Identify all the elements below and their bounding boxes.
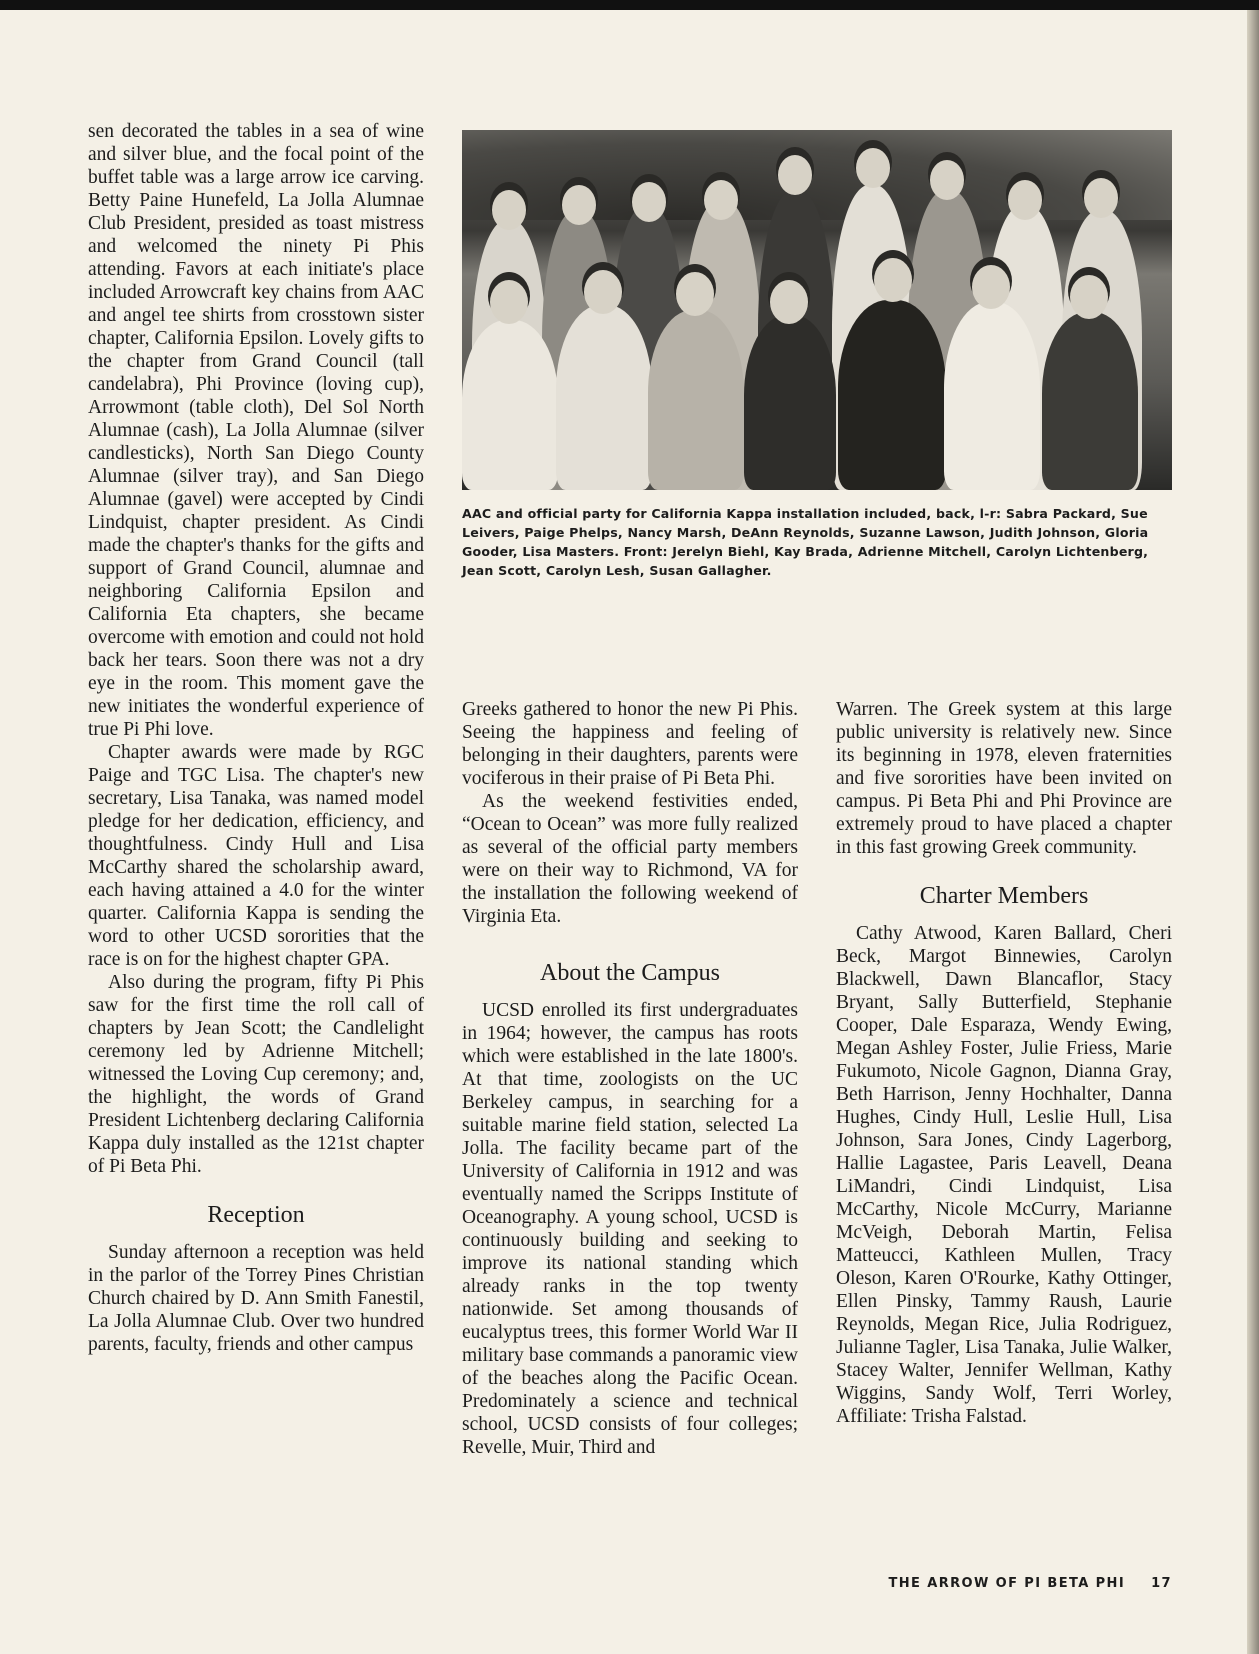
photo-head [856, 148, 890, 188]
paragraph-dinner: sen decorated the tables in a sea of wine and silver blue, and the focal point of the buffet table was a large arrow ice carving. Betty Paine Hunefeld, La Jolla Alumnae Club President, presided as toast mistress and welcomed the ninety Pi Phis attending. Favors at each initiate's place included Arrowcraft key chains from AAC and angel tee shirts from crosstown sister chapter, California Epsilon. Lovely gifts to the chapter from Grand Council (tall candelabra), Phi Province (loving cup), Arrowmont (table cloth), Del Sol North Alumnae (cash), La Jolla Alumnae (silver candlesticks), North San Diego County Alumnae (silver tray), and San Diego Alumnae (gavel) were accepted by Cindi Lindquist, chapter president. As Cindi made the chapter's thanks for the gifts and support of Grand Council, alumnae and neighboring California Epsilon and California Eta chapters, she became overcome with emotion and could not hold back her tears. Soon there was not a dry eye in the room. This moment gave the new initiates the wonderful experience of true Pi Phi love. [88, 121, 424, 740]
photo-person [744, 315, 836, 490]
paragraph-greek-system: Warren. The Greek system at this large public university is relatively new. Since its beginning in 1978, eleven fraternities and five sororities have been invited on campus. Pi Beta Phi and Phi Province are extremely proud to have placed a chapter in this fast growing Greek community. [836, 699, 1172, 858]
photo-person [838, 300, 946, 490]
photo-head [676, 272, 714, 316]
photo-person [944, 302, 1040, 490]
publication-title: THE ARROW OF PI BETA PHI [888, 1576, 1126, 1591]
photo-head [1070, 275, 1108, 319]
photo-head [562, 185, 596, 225]
photo-person [462, 320, 558, 490]
paragraph-weekend: As the weekend festivities ended, “Ocean to Ocean” was more fully realized as several of the official party members were on their way to Richmond, VA for the installation the following weekend of Virginia Eta. [462, 791, 798, 927]
group-photo [462, 130, 1172, 490]
photo-head [490, 280, 528, 324]
paragraph-program: Also during the program, fifty Pi Phis saw for the first time the roll call of chapters by Jean Scott; the Candlelight ceremony led by Adrienne Mitchell; witnessed the Loving Cup ceremony; and, the highlight, the words of Grand President Lichtenberg declaring California Kappa duly installed as the 121st chapter of Pi Beta Phi. [88, 972, 424, 1177]
photo-person [648, 310, 744, 490]
column-2 [462, 698, 798, 1459]
photo-head [778, 155, 812, 195]
column-1 [88, 120, 424, 1356]
paragraph-campus: UCSD enrolled its first undergraduates in 1964; however, the campus has roots which were established in the late 1800's. At that time, zoologists on the UC Berkeley campus, in searching for a suitable marine field station, selected La Jolla. The facility became part of the University of California in 1912 and was eventually named the Scripps Institute of Oceanography. A young school, UCSD is continuously building and seeking to improve its national standing which already ranks in the top twenty nationwide. Set among thousands of eucalyptus trees, this former World War II military base commands a panoramic view of the beaches along the Pacific Ocean. Predominately a science and technical school, UCSD consists of four colleges; Revelle, Muir, Third and [462, 1000, 798, 1458]
column-3 [836, 698, 1172, 1428]
photo-head [770, 280, 808, 324]
paragraph-awards: Chapter awards were made by RGC Paige and TGC Lisa. The chapter's new secretary, Lisa Tanaka, was named model pledge for her dedication, efficiency, and thoughtfulness. Cindy Hull and Lisa McCarthy shared the scholarship award, each having attained a 4.0 for the winter quarter. California Kappa is sending the word to other UCSD sororities that the race is on for the highest chapter GPA. [88, 742, 424, 970]
paragraph-reception: Sunday afternoon a reception was held in the parlor of the Torrey Pines Christian Church chaired by D. Ann Smith Fanestil, La Jolla Alumnae Club. Over two hundred parents, faculty, friends and other campus [88, 1242, 424, 1355]
photo-head [704, 180, 738, 220]
paragraph-greeks: Greeks gathered to honor the new Pi Phis. Seeing the happiness and feeling of belonging in their daughters, parents were vociferous in their praise of Pi Beta Phi. [462, 699, 798, 789]
photo-head [492, 190, 526, 230]
page-number: 17 [1151, 1576, 1172, 1591]
photo-head [1084, 178, 1118, 218]
paragraph-charter-members: Cathy Atwood, Karen Ballard, Cheri Beck, Margot Binnewies, Carolyn Blackwell, Dawn Blancaflor, Stacy Bryant, Sally Butterfield, Stephanie Cooper, Dale Esparaza, Wendy Ewing, Megan Ashley Foster, Julie Friess, Marie Fukumoto, Nicole Gagnon, Dianna Gray, Beth Harrison, Jenny Hochhalter, Danna Hughes, Cindy Hull, Leslie Hull, Lisa Johnson, Sara Jones, Cindy Lagerborg, Hallie Lagastee, Paris Leavell, Deana LiMandri, Cindi Lindquist, Lisa McCarthy, Nicole McCurry, Marianne McVeigh, Deborah Martin, Felisa Matteucci, Kathleen Mullen, Tracy Oleson, Karen O'Rourke, Kathy Ottinger, Ellen Pinsky, Tammy Raush, Laurie Reynolds, Megan Rice, Julia Rodriguez, Julianne Tagler, Lisa Tanaka, Julie Walker, Stacey Walter, Jennifer Wellman, Kathy Wiggins, Sandy Wolf, Terri Worley, Affiliate: Trisha Falstad. [836, 923, 1172, 1427]
photo-head [972, 265, 1010, 309]
page-footer [860, 1576, 1172, 1591]
photo-head [930, 160, 964, 200]
photo-person [1042, 312, 1138, 490]
photo-head [1008, 180, 1042, 220]
heading-about-campus: About the Campus [540, 960, 720, 986]
photo-person [556, 305, 652, 490]
photo-head [584, 270, 622, 314]
photo-head [632, 182, 666, 222]
heading-charter-members: Charter Members [919, 883, 1089, 909]
photo-caption: AAC and official party for California Kappa installation included, back, l-r: Sabra Packard, Sue Leivers, Paige Phelps, Nancy Marsh, DeAnn Reynolds, Suzanne Lawson, Judith Johnson, Gloria Gooder, Lisa Masters. Front: Jerelyn Biehl, Kay Brada, Adrienne Mitchell, Carolyn Lichtenberg, Jean Scott, Carolyn Lesh, Susan Gallagher. [462, 506, 1149, 578]
heading-reception: Reception [207, 1202, 305, 1228]
photo-head [874, 258, 912, 302]
